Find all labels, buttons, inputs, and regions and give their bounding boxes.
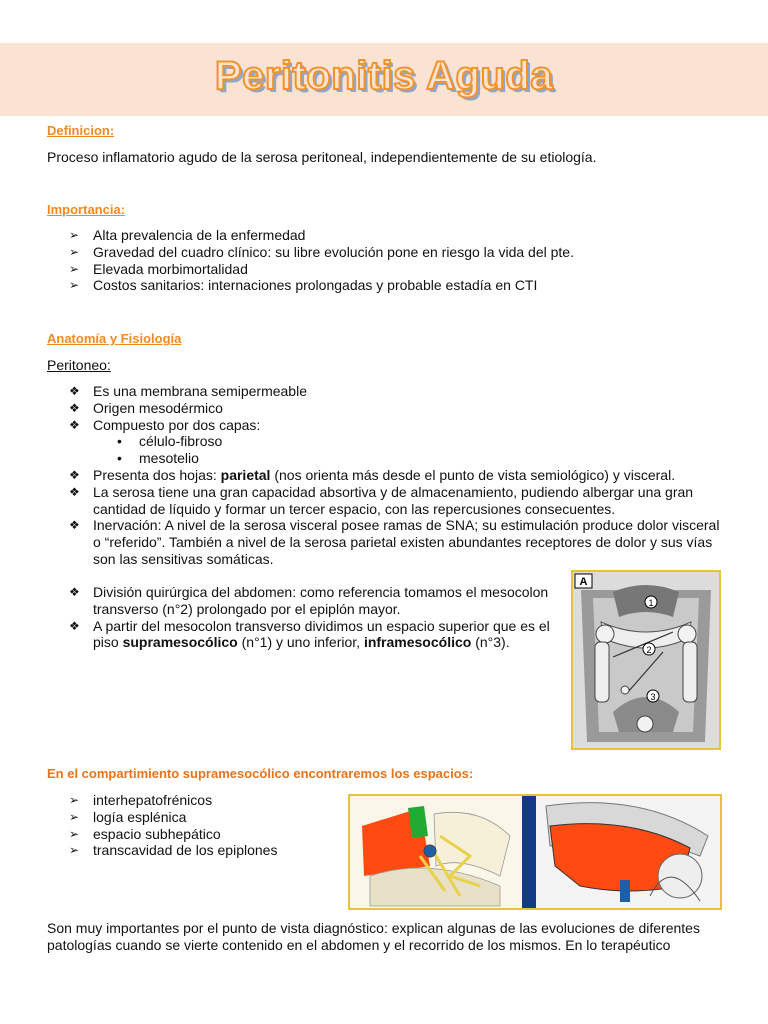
list-item: ➢ Costos sanitarios: internaciones prolongadas y probable estadía en CTI xyxy=(69,277,538,294)
diamond-bullet-icon: ❖ xyxy=(69,484,80,499)
diamond-bullet-icon: ❖ xyxy=(69,400,80,415)
supramesocolic-figure xyxy=(348,794,722,910)
espacios-list xyxy=(47,792,277,859)
sub-list-item: • célulo-fibroso xyxy=(117,433,223,450)
division-list xyxy=(47,584,562,651)
arrow-bullet-icon: ➢ xyxy=(69,278,80,293)
definicion-text: Proceso inflamatorio agudo de la serosa peritoneal, independientemente de su etiología. xyxy=(47,149,597,165)
diamond-bullet-icon: ❖ xyxy=(69,518,80,533)
page-title: Peritonitis Aguda xyxy=(214,54,554,98)
compartimiento-heading: En el compartimiento supramesocólico encontraremos los espacios: xyxy=(47,766,474,781)
list-item: ❖ Origen mesodérmico xyxy=(69,399,223,416)
figure-number-1: 1 xyxy=(648,598,654,608)
list-item: ❖ División quirúrgica del abdomen: como referencia tomamos el mesocolon transverso (n°2) prolongado por el epiplón mayor. xyxy=(69,584,549,617)
list-item: ➢ espacio subhepático xyxy=(69,825,221,842)
peritoneo-list xyxy=(47,383,727,568)
list-item: ➢ Alta prevalencia de la enfermedad xyxy=(69,227,306,243)
list-item: ❖ Es una membrana semipermeable xyxy=(69,383,307,399)
diamond-bullet-icon: ❖ xyxy=(69,618,80,633)
list-item: ➢ Elevada morbimortalidad xyxy=(69,260,248,277)
peritoneo-label: Peritoneo: xyxy=(47,357,111,373)
sub-list-item: • mesotelio xyxy=(117,450,199,467)
list-item: ❖ Compuesto por dos capas: • célulo-fibroso • mesotelio xyxy=(47,417,727,467)
anatomia-heading: Anatomía y Fisiología xyxy=(47,331,182,346)
list-item: ➢ interhepatofrénicos xyxy=(69,792,213,808)
abdomen-division-figure xyxy=(571,570,721,750)
list-item: ❖ A partir del mesocolon transverso dividimos un espacio superior que es el piso supramesocólico (n°1) y uno inferior, inframesocólico (n°3). xyxy=(69,617,550,651)
arrow-bullet-icon: ➢ xyxy=(69,793,80,807)
dot-bullet-icon: • xyxy=(117,433,122,450)
closing-paragraph: Son muy importantes por el punto de vista diagnóstico: explican algunas de las evoluciones de diferentes patologías cuando se vierte contenido en el abdomen y el recorrido de los mismos. En lo terapéutico xyxy=(47,920,700,953)
figure-number-3: 3 xyxy=(650,692,656,702)
diamond-bullet-icon: ❖ xyxy=(69,585,80,599)
list-item: ❖ Inervación: A nivel de la serosa visceral posee ramas de SNA; su estimulación produce dolor visceral o “referido”. También a nivel de la serosa parietal existen abundantes receptores de dolor y sus vías son las sensitivas somáticas. xyxy=(69,517,720,567)
list-item: ➢ Gravedad del cuadro clínico: su libre evolución pone en riesgo la vida del pte. xyxy=(69,243,574,260)
list-item: ❖ La serosa tiene una gran capacidad absortiva y de almacenamiento, pudiendo albergar una gran cantidad de líquido y formar un tercer espacio, con las repercusiones consecuentes. xyxy=(69,483,694,517)
supramesocolic-illustration xyxy=(350,796,720,908)
arrow-bullet-icon: ➢ xyxy=(69,244,80,259)
arrow-bullet-icon: ➢ xyxy=(69,809,80,824)
importancia-heading: Importancia: xyxy=(47,202,126,217)
list-item: ➢ logía esplénica xyxy=(69,808,187,825)
arrow-bullet-icon: ➢ xyxy=(69,826,80,841)
diamond-bullet-icon: ❖ xyxy=(69,417,80,432)
abdomen-illustration xyxy=(573,572,719,748)
figure-number-2: 2 xyxy=(646,645,652,655)
diamond-bullet-icon: ❖ xyxy=(69,384,80,398)
arrow-bullet-icon: ➢ xyxy=(69,228,80,242)
figure-label: A xyxy=(579,576,588,588)
list-item: ➢ transcavidad de los epiplones xyxy=(69,842,278,859)
list-item: ❖ Presenta dos hojas: parietal (nos orienta más desde el punto de vista semiológico) y visceral. xyxy=(69,466,676,483)
arrow-bullet-icon: ➢ xyxy=(69,843,80,858)
title-banner xyxy=(0,43,768,116)
dot-bullet-icon: • xyxy=(117,450,122,467)
importancia-list xyxy=(47,227,574,294)
arrow-bullet-icon: ➢ xyxy=(69,261,80,276)
definicion-heading: Definicion: xyxy=(47,123,115,138)
diamond-bullet-icon: ❖ xyxy=(69,467,80,482)
